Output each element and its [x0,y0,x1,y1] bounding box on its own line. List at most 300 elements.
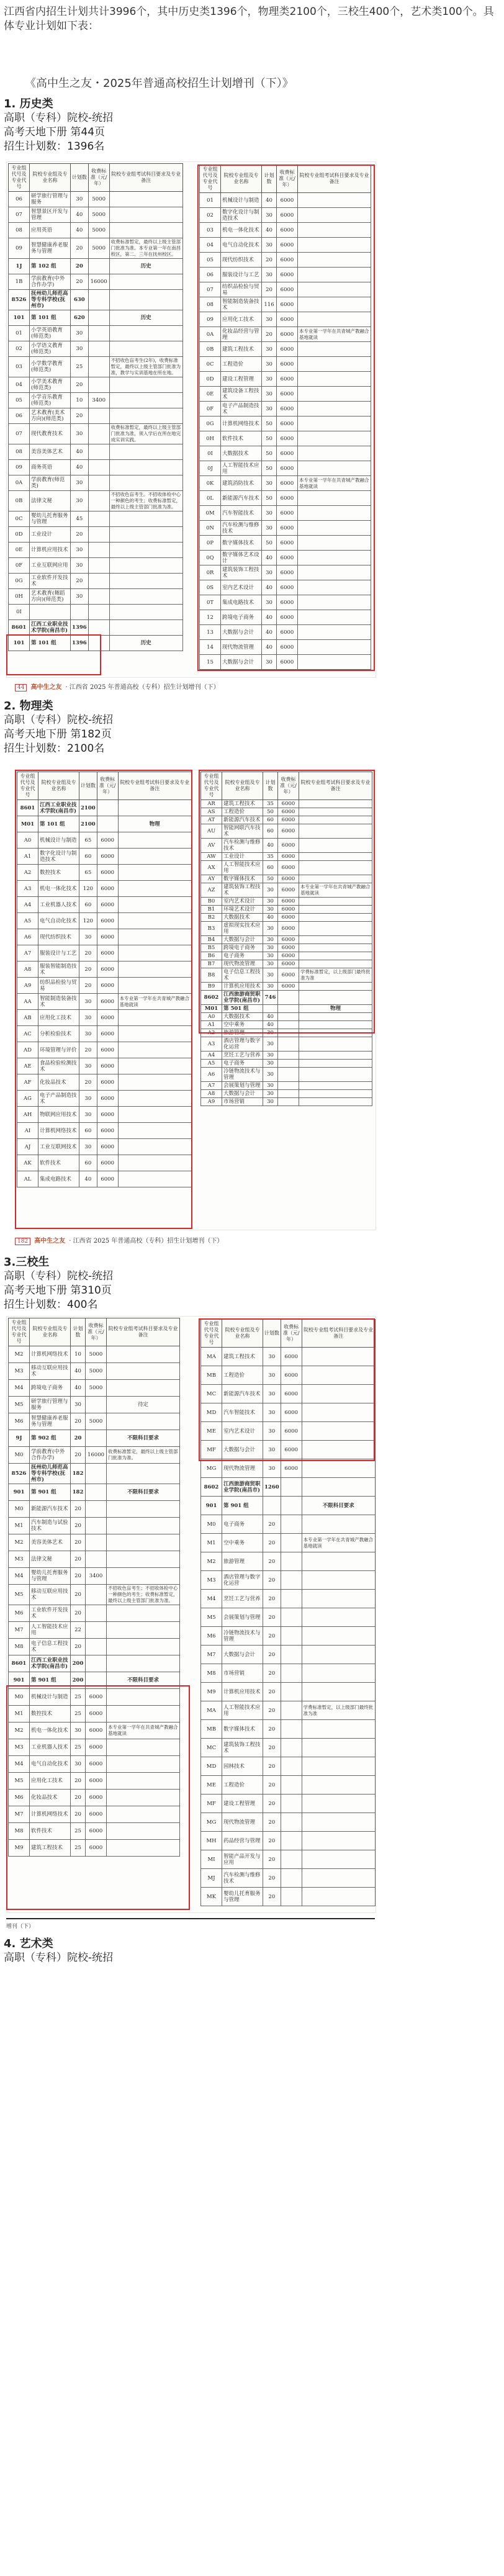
remark-cell [107,1501,180,1518]
plan-cell: 630 [71,290,89,310]
plan-cell: 20 [263,1590,281,1608]
section-line: 高考天地下册 第182页 [4,728,112,741]
name-cell: 移动互联应用技术 [30,1363,71,1380]
name-cell: 第 901 组 [30,1672,71,1689]
name-cell: 应用化工技术 [38,1010,79,1026]
code-cell: 8602 [201,1478,222,1497]
code-cell: M6 [9,1790,30,1806]
fee-cell [86,1655,107,1672]
fee-cell: 6000 [277,312,298,327]
name-cell: 计算机网络技术 [30,1346,71,1363]
name-cell: 软件技术 [221,431,262,446]
plan-cell: 30 [262,372,277,387]
code-cell: B7 [201,960,222,968]
name-cell: 跨境电子商务 [221,610,262,625]
plan-cell: 30 [79,1139,97,1155]
fee-cell [86,1397,107,1413]
name-cell: 商务英语 [30,460,71,475]
name-cell: 机械设计与制造 [38,832,79,849]
code-cell: MD [201,1403,222,1422]
plan-cell: 746 [263,991,278,1005]
remark-cell [109,620,182,636]
table-row [201,1037,372,1052]
header-remark: 院校专业组考试科目要求及专业备注 [107,1318,180,1346]
name-cell: 现代纺织技术 [221,253,262,268]
remark-note: 收费标准暂定，最终以上级主管部门批准为准。 [107,1447,180,1464]
code-cell: 07 [9,207,30,223]
remark-cell [302,1552,375,1571]
plan-cell: 22 [71,1622,86,1639]
code-cell: A6 [201,1068,222,1082]
plan-cell: 20 [263,1832,281,1850]
code-cell: M3 [9,1363,30,1380]
header-code: 专业组代号及专业代号 [200,165,221,193]
header-plan: 计划数 [263,1320,281,1348]
fee-cell: 6000 [97,1091,118,1107]
remark-cell [302,1869,375,1888]
fee-cell: 5000 [86,1346,107,1363]
header-remark: 院校专业组考试科目要求及专业备注 [302,1320,375,1348]
name-cell: 工程造价 [222,1776,263,1795]
code-cell: B0 [201,898,222,906]
table-row [201,1776,376,1795]
code-cell: A9 [17,978,38,994]
code-cell: MC [201,1385,222,1403]
highlight-box [199,770,375,1034]
fee-cell: 6000 [278,944,299,952]
code-cell: M3 [9,1551,30,1568]
fee-cell: 6000 [277,282,298,297]
remark-cell [299,1082,372,1090]
code-cell: 901 [9,1672,30,1689]
code-cell: 04 [9,377,30,393]
fee-cell: 6000 [278,883,299,898]
fee-cell [86,1622,107,1639]
fee-cell [88,574,109,589]
name-cell: 现代物流管理 [222,1813,263,1832]
remark-cell [302,1832,375,1850]
code-cell: AK [17,1155,38,1171]
fee-cell [88,357,109,377]
remark-cell [109,511,182,527]
fee-cell [281,1813,302,1832]
code-cell: AV [201,839,222,853]
code-cell: A8 [17,961,38,978]
code-cell: 08 [200,297,221,312]
name-cell: 婴幼儿托育服务与管理 [30,1568,71,1585]
fee-cell: 6000 [97,832,118,849]
fee-cell [281,1850,302,1869]
fee-cell: 6000 [97,945,118,961]
remark-cell [109,274,182,290]
table-row [9,1447,180,1464]
plan-cell: 620 [71,310,89,326]
remark-cell [109,393,182,408]
plan-cell: 20 [262,327,277,342]
name-cell: 数字化设计与制造技术 [221,208,262,223]
code-cell: 8601 [17,800,38,816]
header-fee: 收费标准（元/年） [277,165,298,193]
fee-cell [281,1720,302,1739]
plan-cell: 20 [79,961,97,978]
name-cell: 应用化工技术 [30,1773,71,1790]
name-cell: 数控技术 [38,865,79,881]
name-cell: 汽车检测与维修技术 [221,521,262,536]
code-cell: M01 [17,816,38,832]
code-cell: 0P [200,536,221,551]
fee-cell: 6000 [277,402,298,417]
fee-cell [281,1571,302,1590]
code-cell: B2 [201,914,222,922]
remark-cell: 待定 [107,1397,180,1413]
name-cell: 室内艺术设计 [222,1422,263,1441]
table-row [9,527,183,543]
code-cell: M6 [201,1627,222,1646]
code-cell: 101 [9,636,30,651]
plan-cell: 40 [71,207,89,223]
table-row [9,1568,180,1585]
code-cell: M0 [9,1689,30,1706]
plan-cell: 116 [262,297,277,312]
name-cell: 环境管理与评价 [38,1042,79,1058]
header-fee: 收费标准（元/年） [88,164,109,192]
code-cell: 0E [9,543,30,558]
fee-cell [88,408,109,424]
fee-cell [278,1098,299,1106]
plan-cell: 50 [262,417,277,431]
plan-cell: 120 [79,881,97,897]
remark-cell [109,290,182,310]
plan-cell: 20 [263,1664,281,1683]
fee-cell [281,1534,302,1552]
name-cell: 纺织品检验与贸易 [38,978,79,994]
plan-cell: 30 [263,1029,278,1037]
name-cell: 集成电路技术 [221,595,262,610]
header-code: 专业组代号及专业代号 [201,772,222,800]
plan-cell: 30 [263,944,278,952]
fee-cell: 6000 [278,816,299,824]
remark-cell [109,589,182,605]
fee-cell [278,1037,299,1052]
table-row [9,1605,180,1622]
fee-cell [88,290,109,310]
table-row [9,1501,180,1518]
name-cell: 第 501 组 [222,1005,263,1013]
name-cell: 移动互联应用技术 [30,1585,71,1605]
table-row [9,1551,180,1568]
code-cell: M3 [201,1571,222,1590]
plan-cell: 30 [79,1107,97,1123]
code-cell: 0G [200,417,221,431]
fee-cell [278,1060,299,1068]
plan-cell: 40 [262,551,277,565]
plan-cell: 30 [263,1385,281,1403]
code-cell: 09 [9,460,30,475]
fee-cell: 6000 [277,431,298,446]
table-row [9,543,183,558]
footer-text: · 江西省 2025 年普通高校（专科）招生计划增刊（下） [65,684,220,691]
table-row [9,259,183,274]
fee-cell [88,475,109,491]
name-cell: 化妆品经营与管理 [221,327,262,342]
code-cell: B3 [201,922,222,936]
remark-cell [107,1346,180,1363]
fee-cell [86,1518,107,1534]
fee-cell: 6000 [97,881,118,897]
fee-cell: 6000 [97,865,118,881]
code-cell: MK [201,1888,222,1906]
fee-cell: 6000 [97,1074,118,1091]
fee-cell: 6000 [277,208,298,223]
code-cell: M4 [9,1568,30,1585]
remark-cell [299,1098,372,1106]
header-code: 专业组代号及专业代号 [201,1320,222,1348]
remark-cell [107,1518,180,1534]
name-cell: 室内艺术设计 [221,580,262,595]
remark-note: 收费标准暂定，最终以上级主管部门批准为准。本专业第一年在南昌校区，第二、三年在抚州校区。 [109,238,182,259]
code-cell: A4 [17,897,38,913]
remark-cell [109,558,182,574]
remark-cell: 物理 [299,1005,372,1013]
fee-cell: 6000 [86,1773,107,1790]
plan-cell: 20 [262,282,277,297]
fee-cell: 6000 [278,824,299,839]
table-row [9,1534,180,1551]
fee-cell [88,259,109,274]
name-cell: 会展策划与管理 [222,1082,263,1090]
header-fee: 收费标准（元/年） [86,1318,107,1346]
code-cell: AA [17,994,38,1010]
page-footer [15,1235,223,1245]
remark-note: 本专业第一学年在共青城产教融合基地就读 [298,327,371,342]
code-cell: A0 [17,832,38,849]
plan-cell: 30 [262,521,277,536]
section-heading: 3.三校生 [4,1256,50,1269]
name-cell: 计算机网络技术 [221,417,262,431]
code-cell: 01 [9,326,30,341]
plan-cell: 40 [71,1363,86,1380]
name-cell: 艺术教育(美术方向)(师范类) [30,408,71,424]
code-cell: A7 [17,945,38,961]
fee-cell: 6000 [278,952,299,960]
code-cell: 02 [200,208,221,223]
name-cell: 小学音乐教育(师范类) [30,393,71,408]
name-cell: 人工智能技术应用 [221,461,262,476]
code-cell: 0Q [200,551,221,565]
plan-cell: 30 [71,589,89,605]
code-cell: M4 [9,1756,30,1773]
name-cell: 工程造价 [221,357,262,372]
table-row [9,290,183,310]
name-cell: 工业机器人技术 [38,897,79,913]
plan-cell: 40 [71,1380,86,1397]
name-cell: 机电一体化技术 [38,881,79,897]
name-cell: 汽车制造与试验技术 [30,1518,71,1534]
code-cell: MA [201,1348,222,1366]
name-cell: 现代纺织技术 [38,929,79,945]
plan-cell: 50 [262,431,277,446]
plan-cell: 25 [71,1823,86,1840]
code-cell: AF [17,1074,38,1091]
name-cell: 计算机网络技术 [38,1123,79,1139]
name-cell: 电气自动化技术 [38,913,79,929]
plan-cell: 30 [263,936,278,944]
plan-cell: 35 [263,800,278,808]
plan-cell: 30 [263,1366,281,1385]
name-cell: 新能源汽车技术 [221,491,262,506]
plan-cell: 200 [71,1672,86,1689]
fee-cell: 3400 [86,1568,107,1585]
plan-cell: 30 [262,476,277,491]
code-cell: M8 [9,1823,30,1840]
name-cell: 数控技术 [30,1706,71,1723]
plan-cell: 20 [71,1518,86,1534]
fee-cell [88,444,109,460]
name-cell: 人工智能技术应用 [222,1701,263,1720]
table-row [9,1346,180,1363]
plan-cell: 20 [71,1605,86,1622]
name-cell: 研学旅行管理与服务 [30,192,71,207]
name-cell: 新能源汽车技术 [222,1385,263,1403]
remark-cell: 不限科目要求 [107,1672,180,1689]
name-cell: 软件技术 [38,1155,79,1171]
remark-cell [109,460,182,475]
fee-cell: 6000 [281,1366,302,1385]
fee-cell: 6000 [277,551,298,565]
code-cell: M7 [201,1646,222,1664]
table-row [9,377,183,393]
name-cell: 抚州幼儿师范高等专科学校(抚州市) [30,1464,71,1484]
plan-cell: 20 [71,1773,86,1790]
name-cell: 建设工程管理 [222,1795,263,1813]
fee-cell [88,377,109,393]
plan-cell: 30 [262,506,277,521]
plan-cell: 30 [71,1397,86,1413]
plan-cell: 20 [79,1074,97,1091]
code-cell: 03 [200,223,221,238]
plan-cell: 40 [263,839,278,853]
name-cell: 汽车智能技术 [221,506,262,521]
fee-cell: 6000 [277,506,298,521]
name-cell: 小学语文教育(师范类) [30,341,71,357]
table-row [9,574,183,589]
name-cell: 大数据技术 [221,446,262,461]
plan-cell: 30 [263,883,278,898]
remark-cell [302,1683,375,1701]
plan-cell: 20 [263,1869,281,1888]
code-cell: M6 [9,1413,30,1430]
code-cell: AH [17,1107,38,1123]
remark-cell [302,1757,375,1776]
plan-cell: 30 [263,1090,278,1098]
fee-cell [86,1585,107,1605]
plan-cell: 30 [79,1026,97,1042]
plan-cell: 40 [263,914,278,922]
name-cell: 大数据与会计 [221,655,262,670]
header-remark: 院校专业组考试科目要求及专业备注 [109,164,182,192]
code-cell: M2 [9,1346,30,1363]
table-row [9,341,183,357]
plan-cell: 20 [263,1888,281,1906]
table-row [9,475,183,491]
remark-cell: 不限科目要求 [107,1484,180,1501]
remark-cell [109,223,182,238]
fee-cell [86,1464,107,1484]
plan-cell: 40 [79,1171,97,1187]
fee-cell: 6000 [281,1441,302,1459]
name-cell: 大数据与会计 [222,1441,263,1459]
code-cell: M5 [9,1585,30,1605]
fee-cell: 6000 [277,342,298,357]
remark-cell [302,1646,375,1664]
fee-cell: 6000 [86,1739,107,1756]
fee-cell: 6000 [278,839,299,853]
code-cell: B6 [201,952,222,960]
remark-cell [109,192,182,207]
code-cell: MJ [201,1869,222,1888]
fee-cell [278,1090,299,1098]
plan-cell: 20 [71,1501,86,1518]
plan-cell: 60 [263,824,278,839]
plan-cell: 60 [79,1155,97,1171]
table-row [9,620,183,636]
remark-note: 本专业第一学年在共青城产教融合基地就读 [107,1723,180,1739]
code-cell: ME [201,1422,222,1441]
remark-cell: 不限科目要求 [107,1430,180,1447]
plan-cell: 60 [79,849,97,865]
name-cell: 智慧健康养老服务与管理 [30,1413,71,1430]
name-cell: 江西工业职业技术学院(南昌市) [38,800,79,816]
code-cell: 0N [200,521,221,536]
remark-cell [109,574,182,589]
name-cell: 空中乘务 [222,1534,263,1552]
plan-cell: 30 [79,1091,97,1107]
code-cell: 0G [9,574,30,589]
remark-cell [302,1888,375,1906]
plan-cell: 20 [262,253,277,268]
fee-cell: 6000 [86,1840,107,1857]
code-cell: AZ [201,883,222,898]
fee-cell [278,1082,299,1090]
code-cell: B5 [201,944,222,952]
plan-cell: 30 [71,341,89,357]
plan-cell: 20 [263,1627,281,1646]
plan-cell: 20 [79,1042,97,1058]
code-cell: M7 [9,1622,30,1639]
fee-cell [86,1605,107,1622]
remark-cell [109,408,182,424]
name-cell: 艺术教育(舞蹈方向)(师范类) [30,589,71,605]
remark-cell [109,543,182,558]
name-cell: 小学英语教育(师范类) [30,326,71,341]
fee-cell: 6000 [277,640,298,655]
table-row [201,1082,372,1090]
fee-cell [86,1534,107,1551]
name-cell: 计算机应用技术 [222,1683,263,1701]
name-cell: 研学旅行管理与服务 [30,1397,71,1413]
remark-cell [302,1664,375,1683]
code-cell: B8 [201,968,222,983]
code-cell: A3 [17,881,38,897]
name-cell: 集成电路技术 [38,1171,79,1187]
table-row [9,1397,180,1413]
code-cell: 0L [200,491,221,506]
plan-cell: 30 [263,968,278,983]
fee-cell [281,1608,302,1627]
code-cell: 09 [9,238,30,259]
plan-cell [71,605,89,620]
fee-cell: 6000 [97,1042,118,1058]
